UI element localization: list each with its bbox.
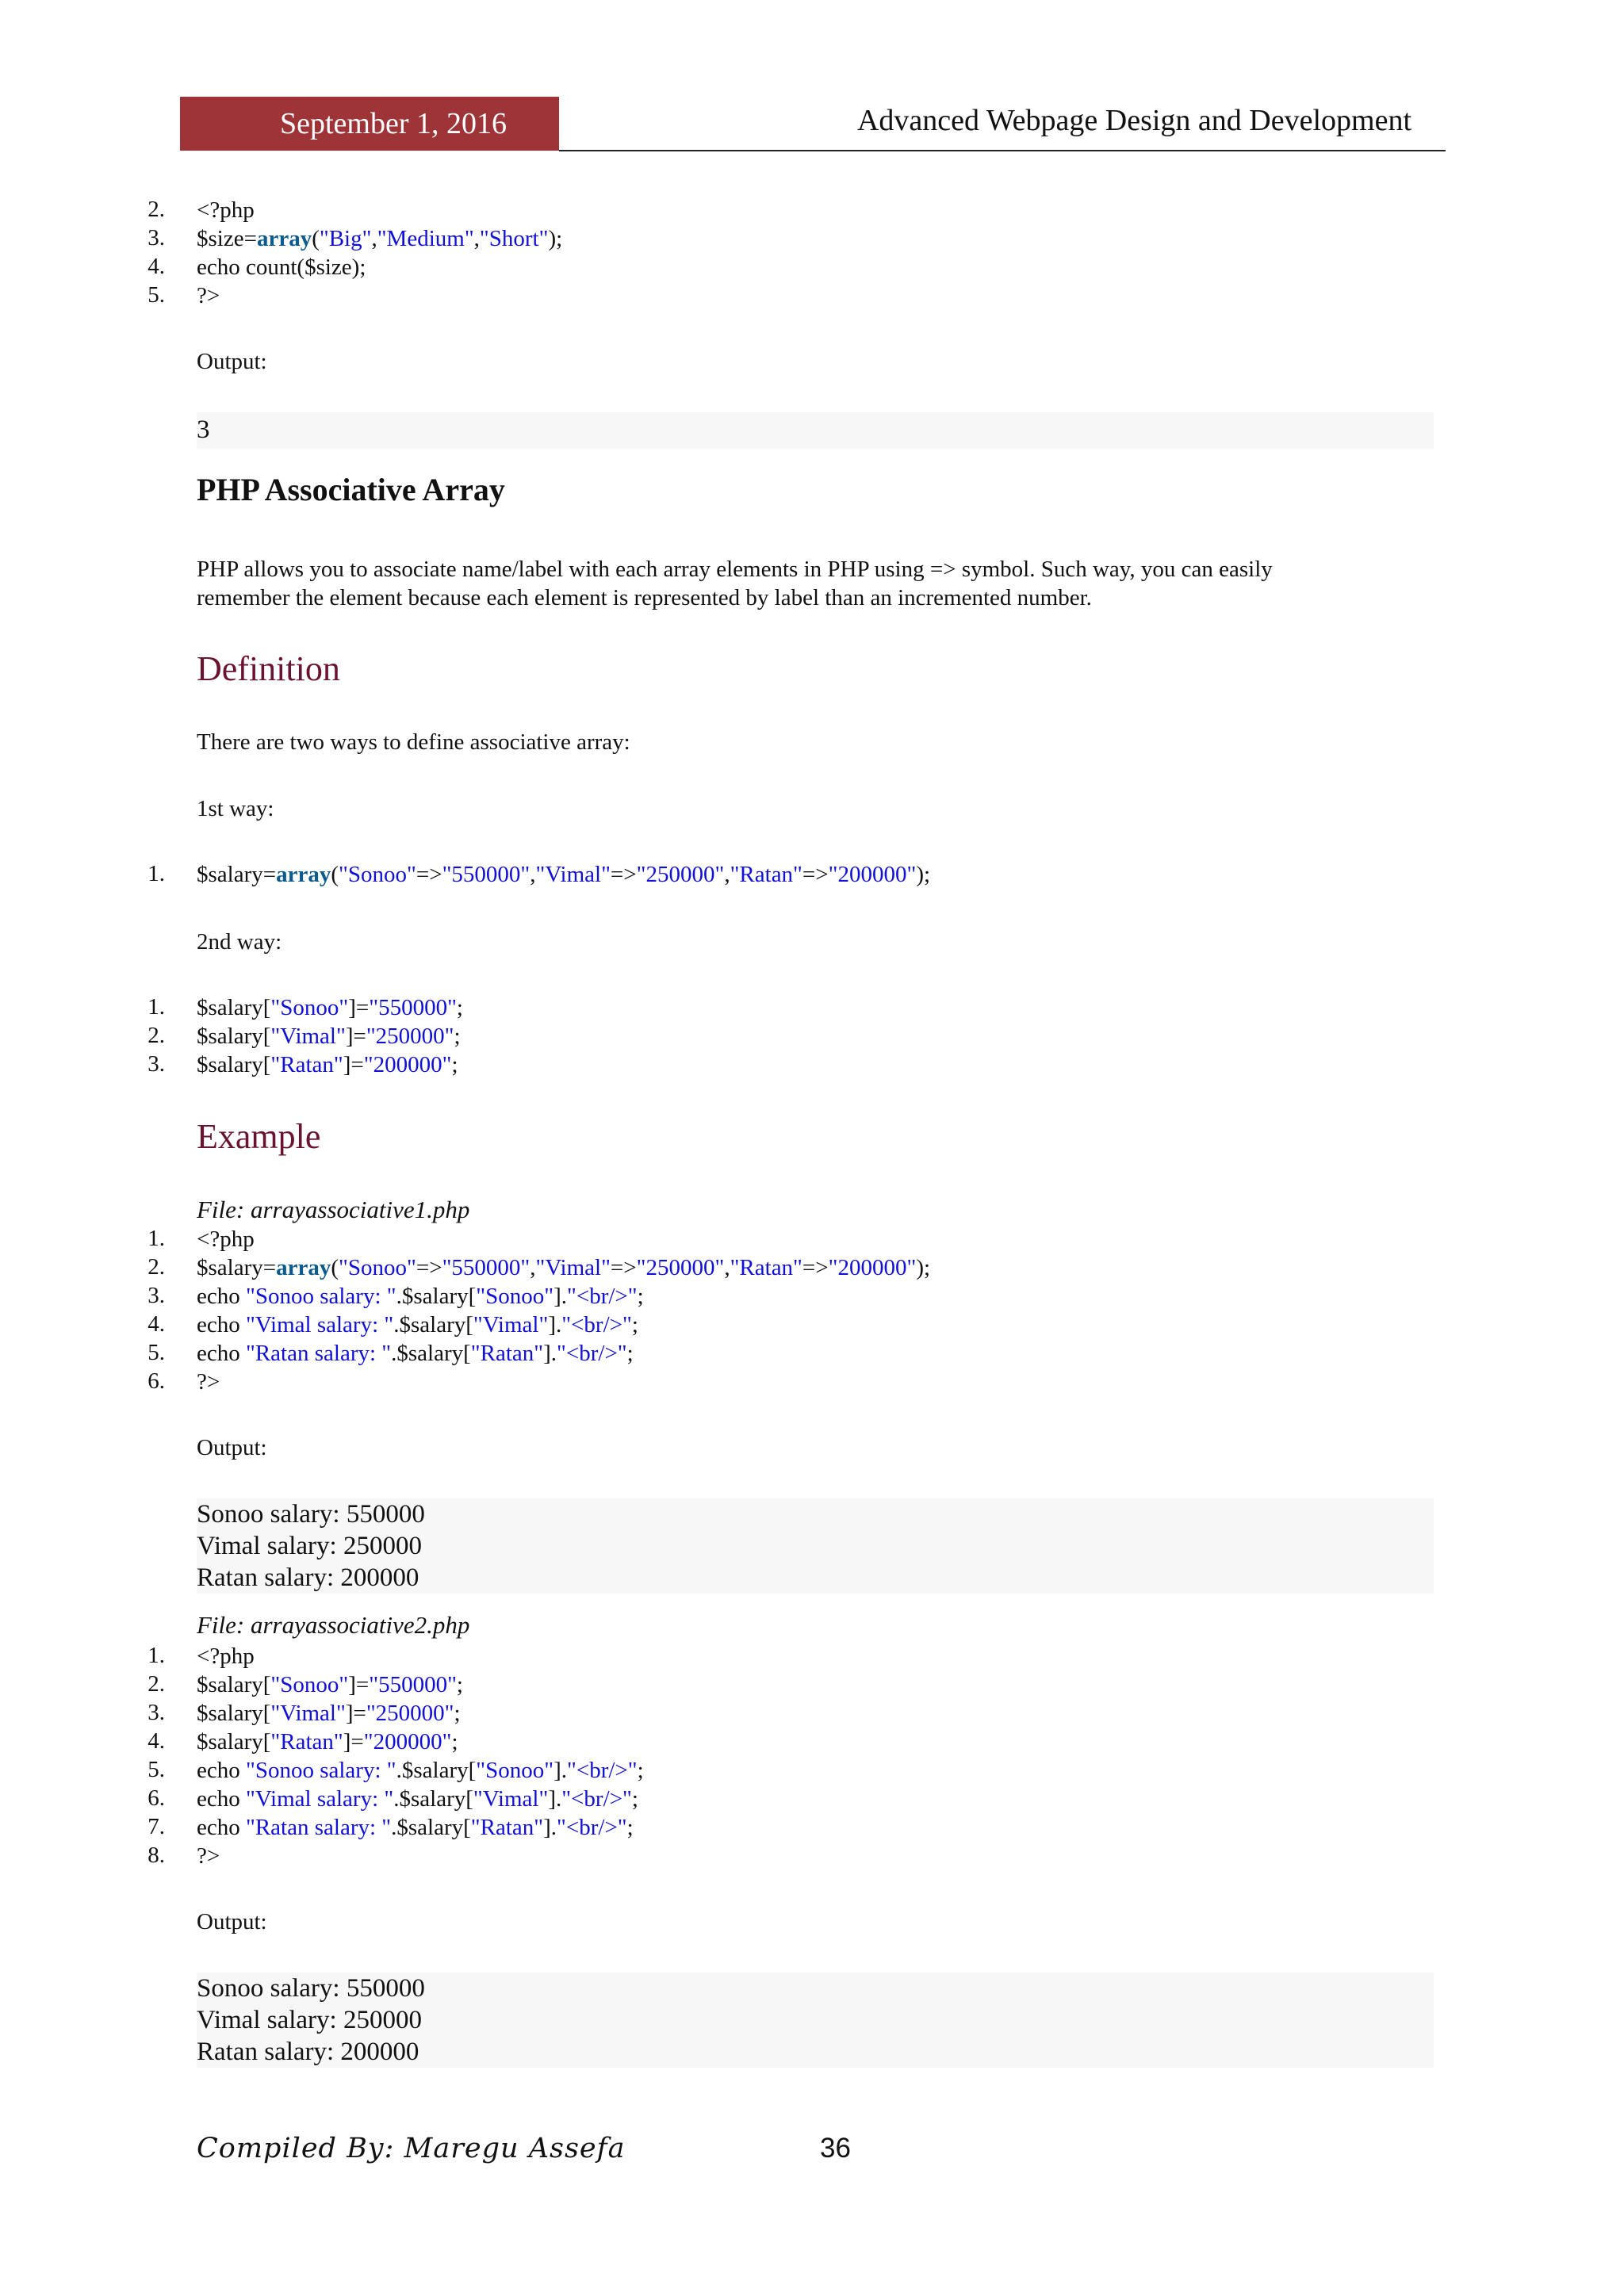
line-number: 3.: [147, 1051, 165, 1077]
output-line: Vimal salary: 250000: [197, 2006, 422, 2034]
file-name: File: arrayassociative2.php: [197, 1611, 470, 1639]
first-way-label: 1st way:: [197, 796, 274, 821]
header-date: September 1, 2016: [180, 97, 559, 151]
second-way-label: 2nd way:: [197, 929, 282, 955]
code-line: echo "Ratan salary: ".$salary["Ratan"]."<br/>";: [197, 1815, 634, 1840]
example-heading: Example: [197, 1117, 321, 1156]
intro-line-1: PHP allows you to associate name/label with each array elements in PHP using => symbol. Such way, you can easily: [197, 557, 1273, 582]
line-number: 3.: [147, 1283, 165, 1308]
code-line: echo count($size);: [197, 254, 366, 280]
code-line: $salary=array("Sonoo"=>"550000","Vimal"=>"250000","Ratan"=>"200000");: [197, 862, 931, 887]
line-number: 1.: [147, 1643, 165, 1668]
file-name: File: arrayassociative1.php: [197, 1196, 470, 1223]
line-number: 3.: [147, 225, 165, 251]
output-value: 3: [197, 415, 210, 444]
code-line: $salary["Ratan"]="200000";: [197, 1729, 458, 1755]
output-label: Output:: [197, 1435, 267, 1460]
output-label: Output:: [197, 1909, 267, 1934]
code-line: ?>: [197, 1843, 220, 1869]
line-number: 8.: [147, 1843, 165, 1868]
line-number: 6.: [147, 1368, 165, 1394]
code-line: $size=array("Big","Medium","Short");: [197, 226, 563, 251]
code-line: ?>: [197, 1369, 220, 1395]
line-number: 2.: [147, 1023, 165, 1048]
definition-heading: Definition: [197, 649, 340, 688]
code-line: $salary["Sonoo"]="550000";: [197, 995, 463, 1020]
code-line: <?php: [197, 1226, 255, 1252]
line-number: 4.: [147, 1728, 165, 1754]
code-line: echo "Ratan salary: ".$salary["Ratan"]."<br/>";: [197, 1341, 634, 1366]
footer-page-number: 36: [820, 2133, 851, 2164]
output-line: Ratan salary: 200000: [197, 1563, 419, 1592]
code-line: <?php: [197, 197, 255, 223]
code-line: $salary=array("Sonoo"=>"550000","Vimal"=>"250000","Ratan"=>"200000");: [197, 1255, 931, 1280]
header-rule: [559, 150, 1446, 151]
line-number: 5.: [147, 282, 165, 308]
line-number: 3.: [147, 1700, 165, 1725]
code-line: ?>: [197, 283, 220, 308]
line-number: 4.: [147, 1311, 165, 1337]
line-number: 5.: [147, 1757, 165, 1782]
intro-line-2: remember the element because each element is represented by label than an incremented number.: [197, 585, 1092, 610]
code-line: <?php: [197, 1644, 255, 1669]
code-line: echo "Sonoo salary: ".$salary["Sonoo"]."<br/>";: [197, 1284, 644, 1309]
line-number: 7.: [147, 1814, 165, 1839]
code-line: echo "Sonoo salary: ".$salary["Sonoo"]."<br/>";: [197, 1758, 644, 1783]
output-line: Ratan salary: 200000: [197, 2038, 419, 2066]
code-line: echo "Vimal salary: ".$salary["Vimal"]."<br/>";: [197, 1786, 638, 1812]
header-title: Advanced Webpage Design and Development: [856, 104, 1411, 137]
line-number: 2.: [147, 1671, 165, 1697]
line-number: 4.: [147, 254, 165, 279]
section-title: PHP Associative Array: [197, 472, 505, 507]
footer-compiled-by: Compiled By: Maregu Assefa: [197, 2133, 626, 2164]
output-box: [197, 412, 1434, 449]
line-number: 2.: [147, 197, 165, 222]
line-number: 1.: [147, 1226, 165, 1251]
code-line: $salary["Ratan"]="200000";: [197, 1052, 458, 1077]
line-number: 1.: [147, 861, 165, 886]
definition-text: There are two ways to define associative array:: [197, 729, 630, 755]
output-line: Sonoo salary: 550000: [197, 1974, 425, 2003]
line-number: 2.: [147, 1254, 165, 1280]
output-label: Output:: [197, 349, 267, 374]
code-line: echo "Vimal salary: ".$salary["Vimal"]."<br/>";: [197, 1312, 638, 1337]
output-line: Sonoo salary: 550000: [197, 1500, 425, 1529]
line-number: 5.: [147, 1340, 165, 1365]
code-line: $salary["Sonoo"]="550000";: [197, 1672, 463, 1697]
code-line: $salary["Vimal"]="250000";: [197, 1024, 461, 1049]
output-line: Vimal salary: 250000: [197, 1532, 422, 1560]
line-number: 1.: [147, 994, 165, 1020]
line-number: 6.: [147, 1785, 165, 1811]
code-line: $salary["Vimal"]="250000";: [197, 1701, 461, 1726]
